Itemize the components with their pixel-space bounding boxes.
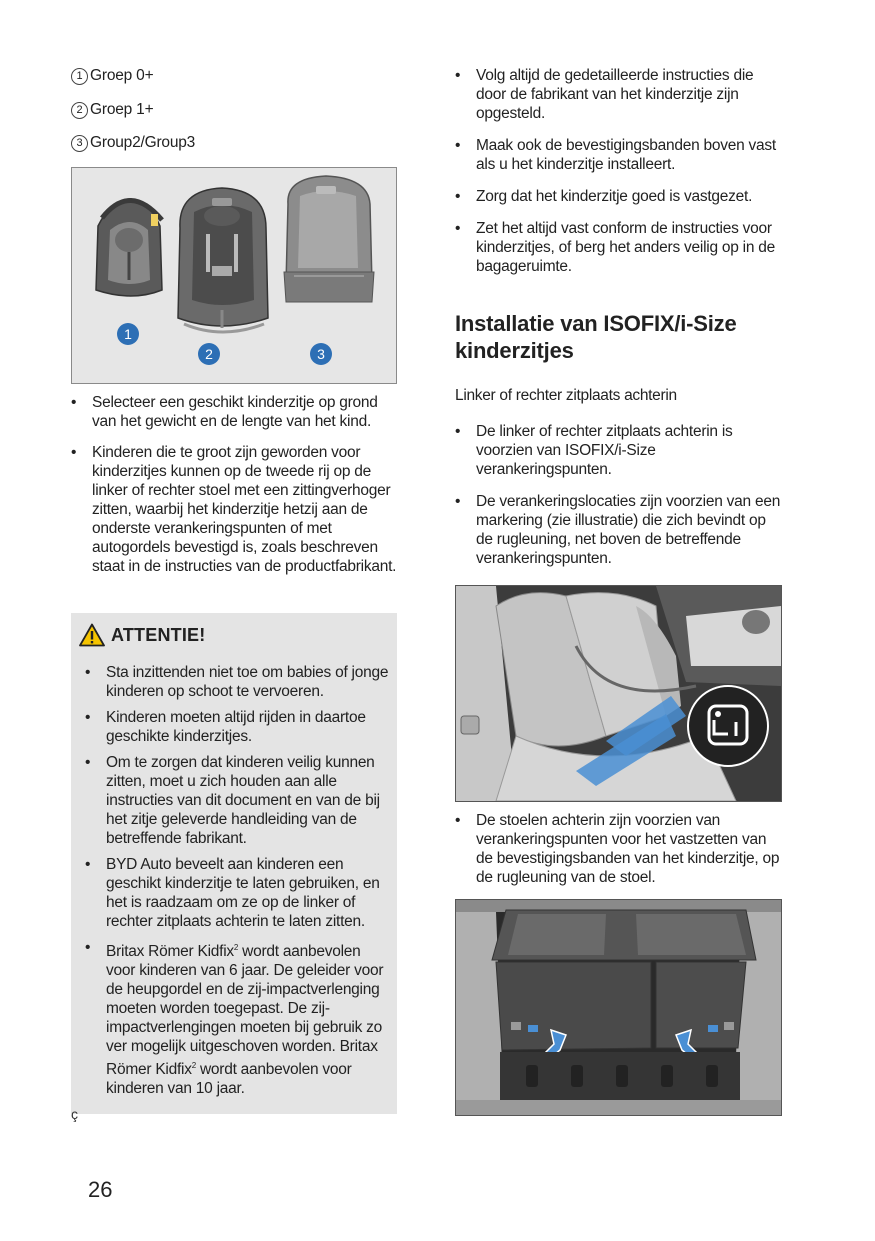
circled-number: 1 xyxy=(71,68,88,85)
list-item: • Zorg dat het kinderzitje goed is vastgezet. xyxy=(455,187,782,206)
left-bullet-list xyxy=(71,393,397,576)
britax-text-2: wordt aanbevolen voor kinderen van 6 jaar. De geleider voor de heupgordel en de zij-impactverlenging moeten worden toegepast. De zij-impactverlengingen moeten bij gebruik zo ver mogelijk uitgeschoven worden. Britax Römer Kidfix xyxy=(106,943,384,1078)
trunk-anchor-photo xyxy=(455,899,782,1116)
right-bottom-bullet-list xyxy=(455,811,782,887)
badge-label: 2 xyxy=(205,345,213,362)
list-item: • De stoelen achterin zijn voorzien van verankeringspunten voor het vastzetten van de bevestigingsbanden van het kinderzitje, op de rugleuning van de stoel. xyxy=(455,811,782,887)
toddler-seat xyxy=(178,188,268,332)
list-item: • Zet het altijd vast conform de instructies voor kinderzitjes, of berg het anders veilig op in de bagageruimte. xyxy=(455,219,782,276)
rear-seat-drawing xyxy=(456,586,781,801)
child-seat-illustration xyxy=(71,167,397,384)
group-item-2 xyxy=(71,133,397,153)
isofix-seat-photo xyxy=(455,585,782,802)
right-column xyxy=(455,66,782,581)
child-seats-drawing xyxy=(72,168,396,383)
list-item: • Kinderen die te groot zijn geworden voor kinderzitjes kunnen op de tweede rij op de linker of rechter stoel met een zittingverhoger zitten, waarbij het kinderzitje hetzij aan de onderste verankeringspunten of met autogordels bevestigd is, zoals beschreven staat in de instructies van de productfabrikant. xyxy=(71,443,397,576)
stray-character: ç xyxy=(71,1106,78,1122)
list-item: • De linker of rechter zitplaats achterin is voorzien van ISOFIX/i-Size verankeringspunten. xyxy=(455,422,782,479)
group-item-1 xyxy=(71,100,397,120)
circled-number: 3 xyxy=(71,135,88,152)
warning-triangle-icon xyxy=(79,623,105,647)
britax-text-1: Britax Römer Kidfix xyxy=(106,943,234,960)
group-label: Group2/Group3 xyxy=(90,134,196,151)
warning-list xyxy=(85,663,391,1105)
badge-2 xyxy=(198,343,220,365)
footnote-mark: 2 xyxy=(233,943,239,952)
group-label: Groep 0+ xyxy=(90,67,154,84)
list-item: • Maak ook de bevestigingsbanden boven vast als u het kinderzitje installeert. xyxy=(455,136,782,174)
list-item: • Sta inzittenden niet toe om babies of jonge kinderen op schoot te vervoeren. xyxy=(85,663,391,701)
group-item-0 xyxy=(71,66,397,86)
badge-1 xyxy=(117,323,139,345)
badge-label: 3 xyxy=(317,345,325,362)
circled-number: 2 xyxy=(71,102,88,119)
subsection-title: Linker of rechter zitplaats achterin xyxy=(455,387,677,404)
list-item: • De verankeringslocaties zijn voorzien van een markering (zie illustratie) die zich bevindt op de rugleuning, net boven de betreffende verankeringspunten. xyxy=(455,492,782,568)
group-label: Groep 1+ xyxy=(90,100,154,118)
list-item: • BYD Auto beveelt aan kinderen een geschikt kinderzitje te laten gebruiken, en het is raadzaam om ze op de linker of rechter zitplaats achterin te laten zitten. xyxy=(85,855,391,931)
list-item-britax xyxy=(85,938,391,1098)
right-bottom-text xyxy=(455,811,782,900)
page-number: 26 xyxy=(88,1177,113,1202)
right-mid-bullet-list xyxy=(455,422,782,568)
list-item: • Selecteer een geschikt kinderzitje op grond van het gewicht en de lengte van het kind. xyxy=(71,393,397,431)
list-item: • Om te zorgen dat kinderen veilig kunnen zitten, moet u zich houden aan alle instructies van dit document en van de bij het zitje geleverde handleiding van de betreffende fabrikant. xyxy=(85,753,391,848)
list-item: • Kinderen moeten altijd rijden in daartoe geschikte kinderzitjes. xyxy=(85,708,391,746)
warning-box xyxy=(71,613,397,1114)
warning-header xyxy=(79,621,205,649)
footnote-mark: 2 xyxy=(191,1061,196,1070)
badge-3 xyxy=(310,343,332,365)
warning-title: ATTENTIE! xyxy=(111,624,206,645)
booster-seat xyxy=(284,176,374,302)
list-item: • Volg altijd de gedetailleerde instructies die door de fabrikant van het kinderzitje zijn opgesteld. xyxy=(455,66,782,123)
badge-label: 1 xyxy=(124,325,132,342)
section-title: Installatie van ISOFIX/i-Size kinderzitjes xyxy=(455,311,737,363)
left-column xyxy=(71,66,397,588)
infant-carrier-seat xyxy=(96,199,162,295)
britax-text-3: wordt aanbevolen voor kinderen van 10 jaar. xyxy=(106,1061,352,1097)
right-top-bullet-list xyxy=(455,66,782,276)
trunk-drawing xyxy=(456,900,781,1115)
